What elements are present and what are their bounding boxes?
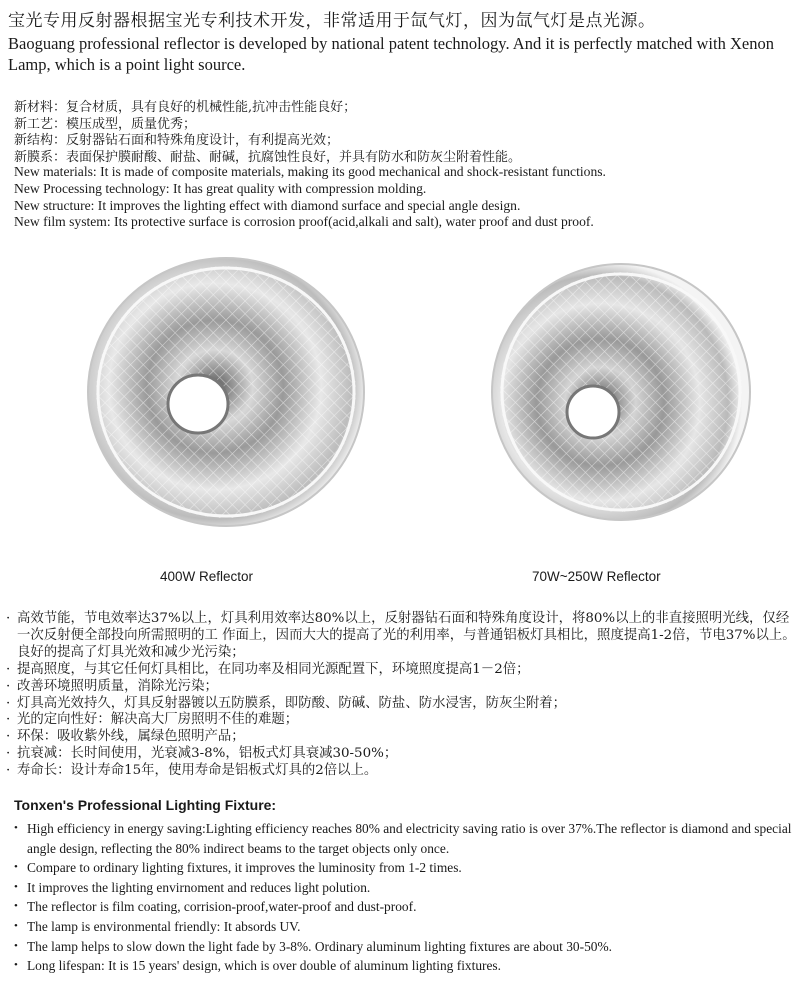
benefit-zh-item: · 提高照度，与其它任何灯具相比，在同功率及相同光源配置下，环境照度提高1－2倍；	[6, 662, 796, 679]
benefit-en-item: • Compare to ordinary lighting fixtures, it improves the luminosity from 1-2 times.	[14, 858, 800, 878]
benefit-en-item: • It improves the lighting envirnoment and reduces light polution.	[14, 878, 800, 898]
benefit-zh-item: · 改善环境照明质量，消除光污染；	[6, 679, 796, 696]
intro-english: Baoguang professional reflector is developed by national patent technology. And it is perfectly matched with Xenon Lamp, which is a point light source.	[8, 34, 774, 74]
benefit-en-item: • The lamp is environmental friendly: It absords UV.	[14, 917, 800, 937]
benefit-en-item: • The lamp helps to slow down the light fade by 3-8%. Ordinary aluminum lighting fixtures are about 30-50%.	[14, 937, 800, 957]
feature-en-structure: New structure: It improves the lighting effect with diamond surface and special angle design.	[14, 197, 521, 213]
reflector-70w-250w-image	[490, 262, 752, 522]
benefits-chinese	[6, 611, 796, 780]
benefit-zh-item: · 抗衰减：长时间使用，光衰减3-8%，铝板式灯具衰减30-50%；	[6, 746, 796, 763]
feature-zh-process: 新工艺：模压成型，质量优秀；	[14, 116, 197, 132]
reflector-400w-caption: 400W Reflector	[160, 569, 254, 584]
benefit-en-item: • High efficiency in energy saving:Lighting efficiency reaches 80% and electricity saving ratio is over 37%.The reflector is diamond and special angle design, reflecting the 80% indirect beams to the target objects only once.	[14, 819, 800, 858]
benefit-en-item: • The reflector is film coating, corrision-proof,water-proof and dust-proof.	[14, 897, 800, 917]
feature-en-film: New film system: Its protective surface is corrosion proof(acid,alkali and salt), water proof and dust proof.	[14, 214, 594, 230]
benefit-zh-item: · 环保：吸收紫外线，属绿色照明产品；	[6, 729, 796, 746]
benefit-zh-item: · 光的定向性好：解决高大厂房照明不佳的难题；	[6, 712, 796, 729]
feature-en-process: New Processing technology: It has great quality with compression molding.	[14, 180, 427, 196]
intro-chinese: 宝光专用反射器根据宝光专利技术开发，非常适用于氙气灯，因为氙气灯是点光源。	[8, 11, 656, 31]
feature-zh-materials: 新材料：复合材质，具有良好的机械性能,抗冲击性能良好；	[14, 100, 357, 115]
feature-zh-film: 新膜系：表面保护膜耐酸、耐盐、耐碱，抗腐蚀性良好，并具有防水和防灰尘附着性能。	[14, 149, 522, 165]
features-english	[14, 164, 606, 231]
reflector-70w-250w-caption: 70W~250W Reflector	[532, 569, 661, 584]
benefit-zh-item: · 寿命长：设计寿命15年，使用寿命是铝板式灯具的2倍以上。	[6, 763, 796, 780]
benefit-zh-item: · 灯具高光效持久，灯具反射器镀以五防膜系，即防酸、防碱、防盐、防水浸害，防灰尘附着；	[6, 696, 796, 713]
reflector-400w-image	[86, 256, 366, 528]
benefits-english-title: Tonxen's Professional Lighting Fixture:	[14, 797, 277, 813]
feature-en-materials: New materials: It is made of composite materials, making its good mechanical and shock-resistant functions.	[14, 164, 606, 179]
benefit-en-item: • Long lifespan: It is 15 years' design, which is over double of aluminum lighting fixtures.	[14, 956, 800, 976]
features-chinese	[14, 100, 521, 166]
feature-zh-structure: 新结构：反射器钻石面和特殊角度设计，有利提高光效；	[14, 133, 340, 148]
benefit-zh-item: · 高效节能，节电效率达37%以上，灯具利用效率达80%以上，反射器钻石面和特殊角度设计，将80%以上的非直接照明光线，仅经一次反射便全部投向所需照明的工 作面上，因而大大的提高了光的利用率，与普通铝板灯具相比，照度提高1-2倍，节电37%以上。良好的提高了灯具光效和减少光污染；	[6, 611, 796, 662]
benefits-english	[14, 819, 800, 976]
